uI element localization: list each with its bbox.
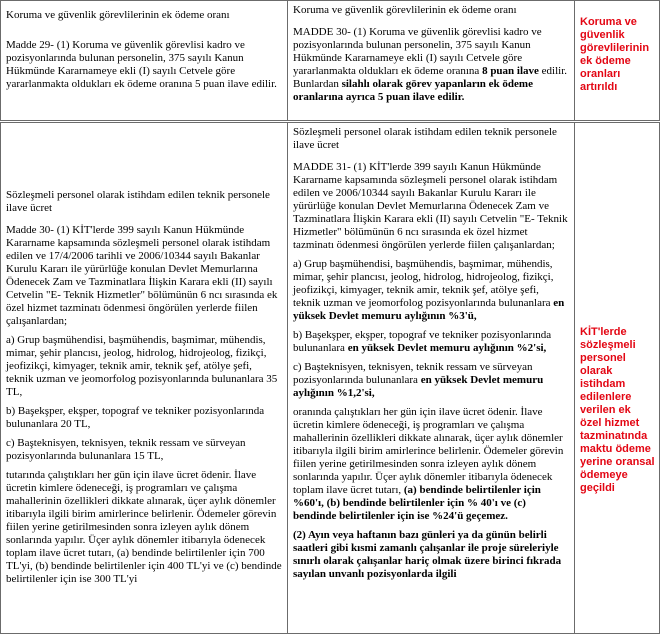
row2-middle-p4-a: c) Başteknisyen, teknisyen, teknik ressam ve sürveyan pozisyonlarında bulunanlara	[293, 361, 533, 386]
row2-left-p1: Madde 30- (1) KİT'lerde 399 sayılı Kanun Hükmünde Kararname kapsamında sözleşmeli personel olarak istihdam edilen ve 17/4/2006 tarihli ve 2006/10344 sayılı Bakanlar Kurulu Kararı ile yürürlüğe konulan Devlet Memurlarına Ödenecek Zam ve Tazminatlara İlişkin Karara ekli (II) sayılı Cetvelin "E- Teknik Hizmetler" bölümünün 6 ncı sırasında ek özel hizmet tazminatı ödenmesi öngörülen yerlerde fiilen çalışanlardan;	[6, 224, 278, 327]
row2-middle-p2-b: en yüksek Devlet memuru aylığının %3'ü,	[293, 297, 565, 322]
row2-left-p3: b) Başekşper, ekşper, topograf ve tekniker pozisyonlarında bulunanlara 20 TL,	[6, 405, 265, 430]
row1-middle-cell	[287, 0, 575, 121]
row2-middle-p2	[293, 258, 569, 323]
row2-middle-p5-b: (a) bendinde belirtilenler için %60'ı, (b) bendinde belirtilenler için % 40'ı ve (c) bendinde belirtilenler için ise %24'ü geçemez.	[293, 484, 541, 522]
row2-note-cell	[574, 122, 660, 634]
row1-left-cell	[0, 0, 288, 121]
row2-middle-p2-a: a) Grup başmühendisi, başmühendis, başmimar, mühendis, mimar, şehir plancısı, jeolog, hidrolog, hidrojeolog, fizikçi, jeofizikçi, kimyager, teknik amir, teknik şef, atölye şefi, teknik uzman ve jeomorfolog pozisyonlarında bulunanlara	[293, 258, 554, 309]
row2-left-p4: c) Başteknisyen, teknisyen, teknik ressam ve sürveyan pozisyonlarında bulunanlara 15 TL,	[6, 437, 246, 462]
row1-middle-body-b: 8 puan ilave	[482, 65, 539, 77]
row1-middle-body-c: edilir. Bunlardan	[293, 65, 568, 90]
row1-left-body: Madde 29- (1) Koruma ve güvenlik görevlisi kadro ve pozisyonlarında bulunan personelin, 375 sayılı Kanun Hükmünde Kararnameye ekli (I) sayılı Cetvele göre yararlanmakta oldukları ek ödeme oranına 5 puan ilave edilir.	[6, 39, 277, 90]
row2-middle-p4-b: en yüksek Devlet memuru aylığının %1,2'si,	[293, 374, 544, 399]
row2-middle-p6-text: (2) Ayın veya haftanın bazı günleri ya da günün belirli saatleri gibi kısmi zamanlı çalışanlar ile proje süreleriyle sınırlı olarak çalışanlar hariç olmak üzere birinci fıkrada sayılan unvanlı pozisyonlarda ilgili	[293, 529, 562, 580]
row1-middle-body-d: silahlı olarak görev yapanların ek ödeme oranlarına ayrıca 5 puan ilave edilir.	[293, 78, 533, 103]
row2-left-title: Sözleşmeli personel olarak istihdam edilen teknik personele ilave ücret	[6, 189, 270, 214]
row2-middle-p3-a: b) Başekşper, ekşper, topograf ve tekniker pozisyonlarında bulunanlara	[293, 329, 552, 354]
row2-middle-p6	[293, 529, 569, 581]
row2-middle-p3	[293, 329, 569, 355]
row1-note-cell	[574, 0, 660, 121]
row1-middle-title: Koruma ve güvenlik görevlilerinin ek ödeme oranı	[293, 4, 517, 16]
row1-middle-body	[293, 26, 569, 104]
row2-middle-p5-a: oranında çalıştıkları her gün için ilave ücret ödenir. İlave ücretin kimlere ödeneceği, iş programları ve çalışma mahallerinin özellikleri dikkate alınarak, üçer aylık dönemler itibarıyla ilgili birim amirlerince belirlenir. Ödemeler görevin fiilen yerine getirilmesinden sonra izleyen aylık dönem sonlarında yapılır. Üçer aylık dönemler itibarıyla ödenecek toplam ilave ücret tutarı,	[293, 406, 564, 496]
row2-note: KİT'lerde sözleşmeli personel olarak istihdam edilenlere verilen ek özel hizmet tazminatında maktu ödeme yerine oransal ödemeye geçildi	[580, 326, 655, 494]
row2-middle-p4	[293, 361, 569, 400]
row1-left-title: Koruma ve güvenlik görevlilerinin ek ödeme oranı	[6, 9, 230, 21]
row2-middle-p1: MADDE 31- (1) KİT'lerde 399 sayılı Kanun Hükmünde Kararname kapsamında sözleşmeli personel olarak istihdam edilen ve 2006/10344 sayılı Bakanlar Kurulu Kararı ile yürürlüğe konulan Devlet Memurlarına Ödenecek Zam ve Tazminatlara İlişkin Karara ekli (II) sayılı Cetvelin "E- Teknik Hizmetler" bölümünün 6 ncı sırasında ek özel hizmet tazminatı ödenmesi öngörülen yerlerde fiilen çalışanlardan;	[293, 161, 568, 251]
row1-note: Koruma ve güvenlik görevlilerinin ek ödeme oranları artırıldı	[580, 16, 650, 93]
row2-left-p5: tutarında çalıştıkları her gün için ilave ücret ödenir. İlave ücretin kimlere ödeneceği, iş programları ve çalışma mahallerinin özellikleri dikkate alınarak, üçer aylık dönemler itibarıyla ilgili birim amirlerince belirlenir. Ödemeler görevin fiilen yerine getirilmesinden sonra izleyen aylık dönem sonlarında yapılır. Üçer aylık dönemler itibarıyla ödenecek toplam ilave ücret tutarı, (a) bendinde belirtilenler için 700 TL'yi, (b) bendinde belirtilenler için 400 TL'yi ve (c) bendinde belirtilenler için ise 300 TL'yi	[6, 469, 282, 585]
row2-left-p2: a) Grup başmühendisi, başmühendis, başmimar, mühendis, mimar, şehir plancısı, jeolog, hidrolog, hidrojeolog, fizikçi, jeofizikçi, kimyager, teknik amir, teknik şef, atölye şefi, teknik uzman ve jeomorfolog pozisyonlarında bulunanlara 35 TL,	[6, 334, 278, 398]
row2-middle-p3-b: en yüksek Devlet memuru aylığının %2'si,	[347, 342, 547, 354]
row2-middle-title: Sözleşmeli personel olarak istihdam edilen teknik personele ilave ücret	[293, 126, 557, 151]
row2-middle-p5	[293, 406, 569, 523]
row2-left-cell	[0, 122, 288, 634]
row2-middle-cell	[287, 122, 575, 634]
row1-middle-body-a: MADDE 30- (1) Koruma ve güvenlik görevlisi kadro ve pozisyonlarında bulunan personelin, 375 sayılı Kanun Hükmünde Kararnameye ekli (I) sayılı Cetvele göre yararlanmakta oldukları ek ödeme oranına	[293, 26, 542, 77]
